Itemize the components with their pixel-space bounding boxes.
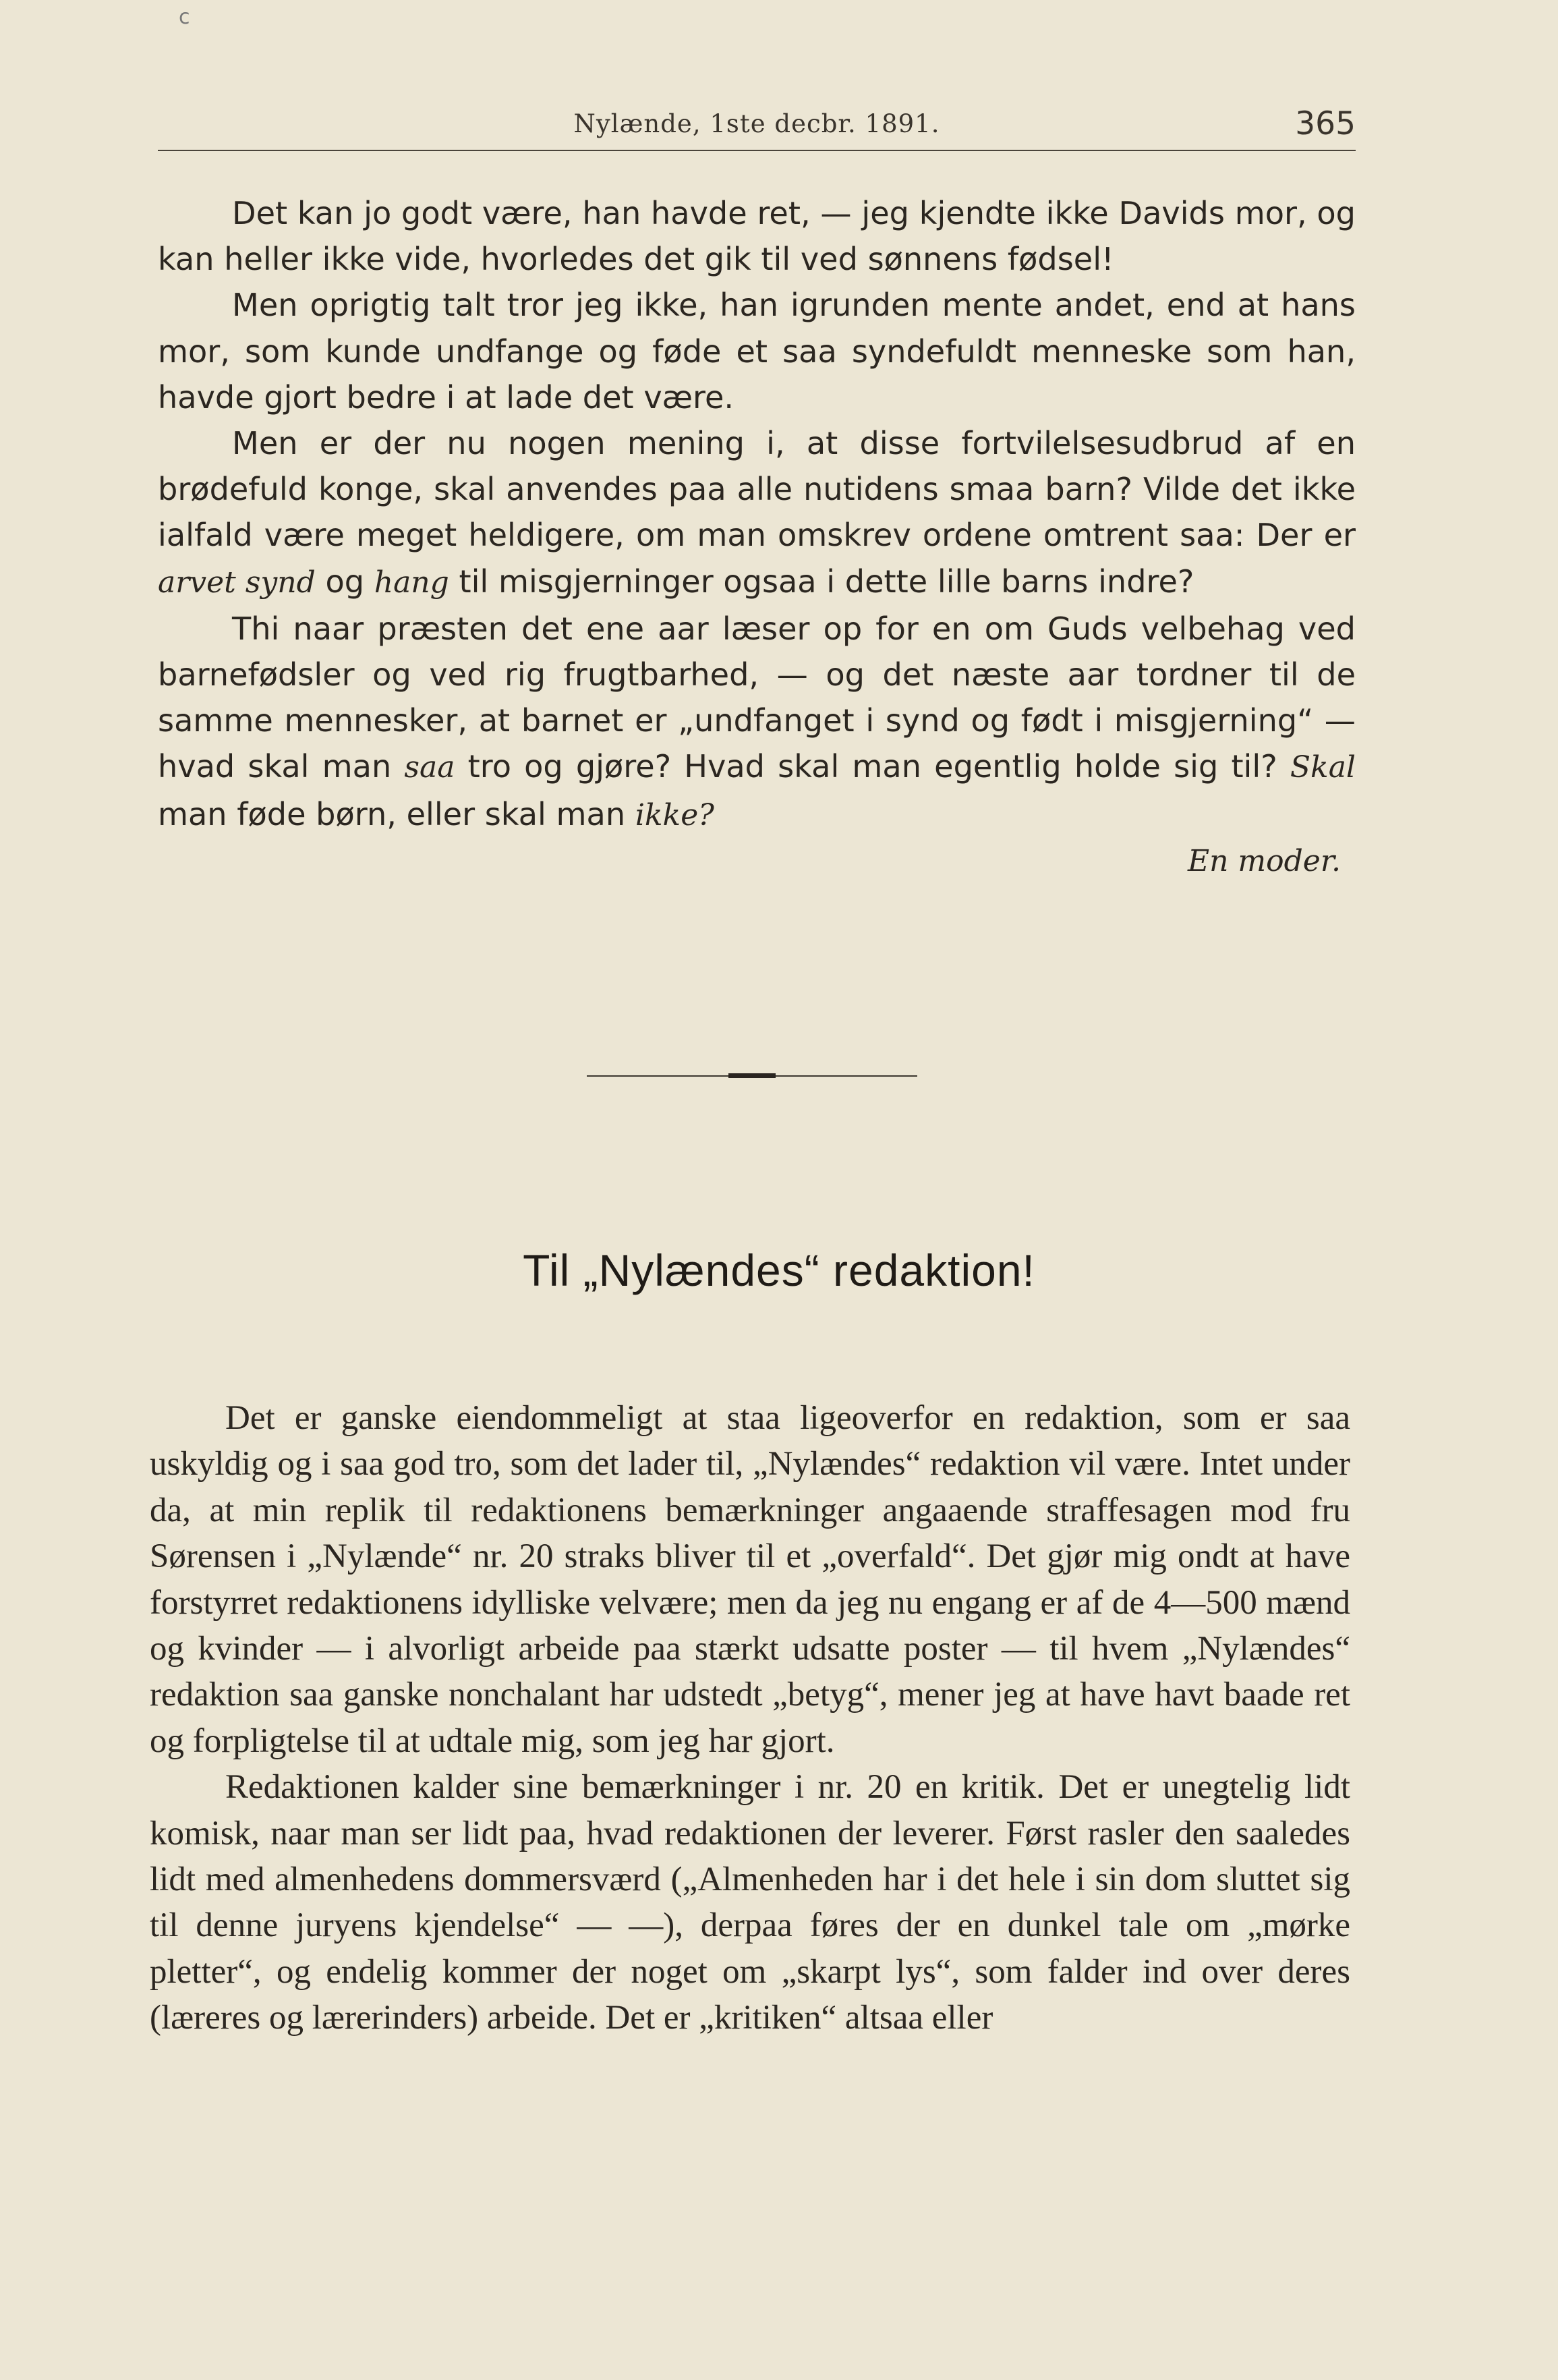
italic-phrase: ikke?: [635, 797, 714, 832]
italic-phrase: arvet synd: [158, 565, 316, 600]
text-segment: man føde børn, eller skal man: [158, 795, 635, 832]
letter-body: [150, 1395, 1350, 2041]
text-segment: og: [315, 563, 374, 600]
article1-paragraph-3: [158, 420, 1356, 606]
text-segment: Det kan jo godt være, han havde ret, — jeg kjendte ikke Davids mor, og kan heller ikke vide, hvorledes det gik til ved sønnens fødsel!: [158, 195, 1356, 278]
letter-paragraph-2: [150, 1764, 1350, 2041]
divider-center-bar: [728, 1073, 776, 1078]
text-segment: til misgjerninger ogsaa i dette lille barns indre?: [449, 563, 1194, 600]
article1-paragraph-1: [158, 190, 1356, 282]
letter-paragraph-1: [150, 1395, 1350, 1764]
article1-paragraph-2: [158, 282, 1356, 420]
page-number: 365: [1295, 105, 1356, 142]
running-title: Nylænde, 1ste decbr. 1891.: [573, 109, 940, 138]
page-corner-mark: c: [179, 5, 190, 29]
article-continued: [158, 190, 1356, 884]
italic-phrase: hang: [374, 565, 449, 600]
article1-paragraph-4: [158, 606, 1356, 839]
article-title: Til „Nylændes“ redaktion!: [523, 1245, 1035, 1295]
italic-phrase: saa: [404, 750, 455, 785]
header-rule: [158, 150, 1356, 151]
text-segment: Men er der nu nogen mening i, at disse fortvilelsesudbrud af en brødefuld konge, skal anvendes paa alle nutidens smaa barn? Vilde det ikke ialfald være meget heldigere, om man omskrev ordene omtrent saa: Der er: [158, 425, 1356, 554]
text-segment: Det er ganske eiendommeligt at staa ligeoverfor en redaktion, som er saa uskyldig og i saa god tro, som det lader til, „Nylændes“ redaktion vil være. Intet under da, at min replik til redaktionens bemærkninger angaaende straffesagen mod fru Sørensen i „Nylænde“ nr. 20 straks bliver til et „overfald“. Det gjør mig ondt at have forstyrret redaktionens idylliske velvære; men da jeg nu engang er af de 4—500 mænd og kvinder — i alvorligt arbeide paa stærkt udsatte poster — til hvem „Nylændes“ redaktion saa ganske nonchalant har udstedt „betyg“, mener jeg at have havt baade ret og forpligtelse til at udtale mig, som jeg har gjort.: [150, 1399, 1350, 1760]
section-divider: [587, 1073, 917, 1079]
text-segment: tro og gjøre? Hvad skal man egentlig holde sig til?: [455, 748, 1290, 785]
text-segment: Redaktionen kalder sine bemærkninger i nr. 20 en kritik. Det er unegtelig lidt komisk, naar man ser lidt paa, hvad redaktionen der leverer. Først rasler den saaledes lidt med almenhedens dommersværd („Almenheden har i det hele i sin dom sluttet sig til denne juryens kjendelse“ — —), derpaa føres der en dunkel tale om „mørke pletter“, og endelig kommer der noget om „skarpt lys“, som falder ind over deres (læreres og lærerinders) arbeide. Det er „kritiken“ altsaa eller: [150, 1768, 1350, 2037]
signature: En moder.: [1187, 843, 1341, 878]
italic-phrase: Skal: [1290, 750, 1356, 785]
text-segment: Men oprigtig talt tror jeg ikke, han igrunden mente andet, end at hans mor, som kunde undfange og føde et saa syndefuldt menneske som han, havde gjort bedre i at lade det være.: [158, 287, 1356, 416]
text-segment: Thi naar præsten det ene aar læser op for en om Guds velbehag ved barnefødsler og ved rig frugtbarhed, — og det næste aar tordner til de samme mennesker, at barnet er „undfanget i synd og født i misgjerning“ — hvad skal man: [158, 610, 1356, 785]
